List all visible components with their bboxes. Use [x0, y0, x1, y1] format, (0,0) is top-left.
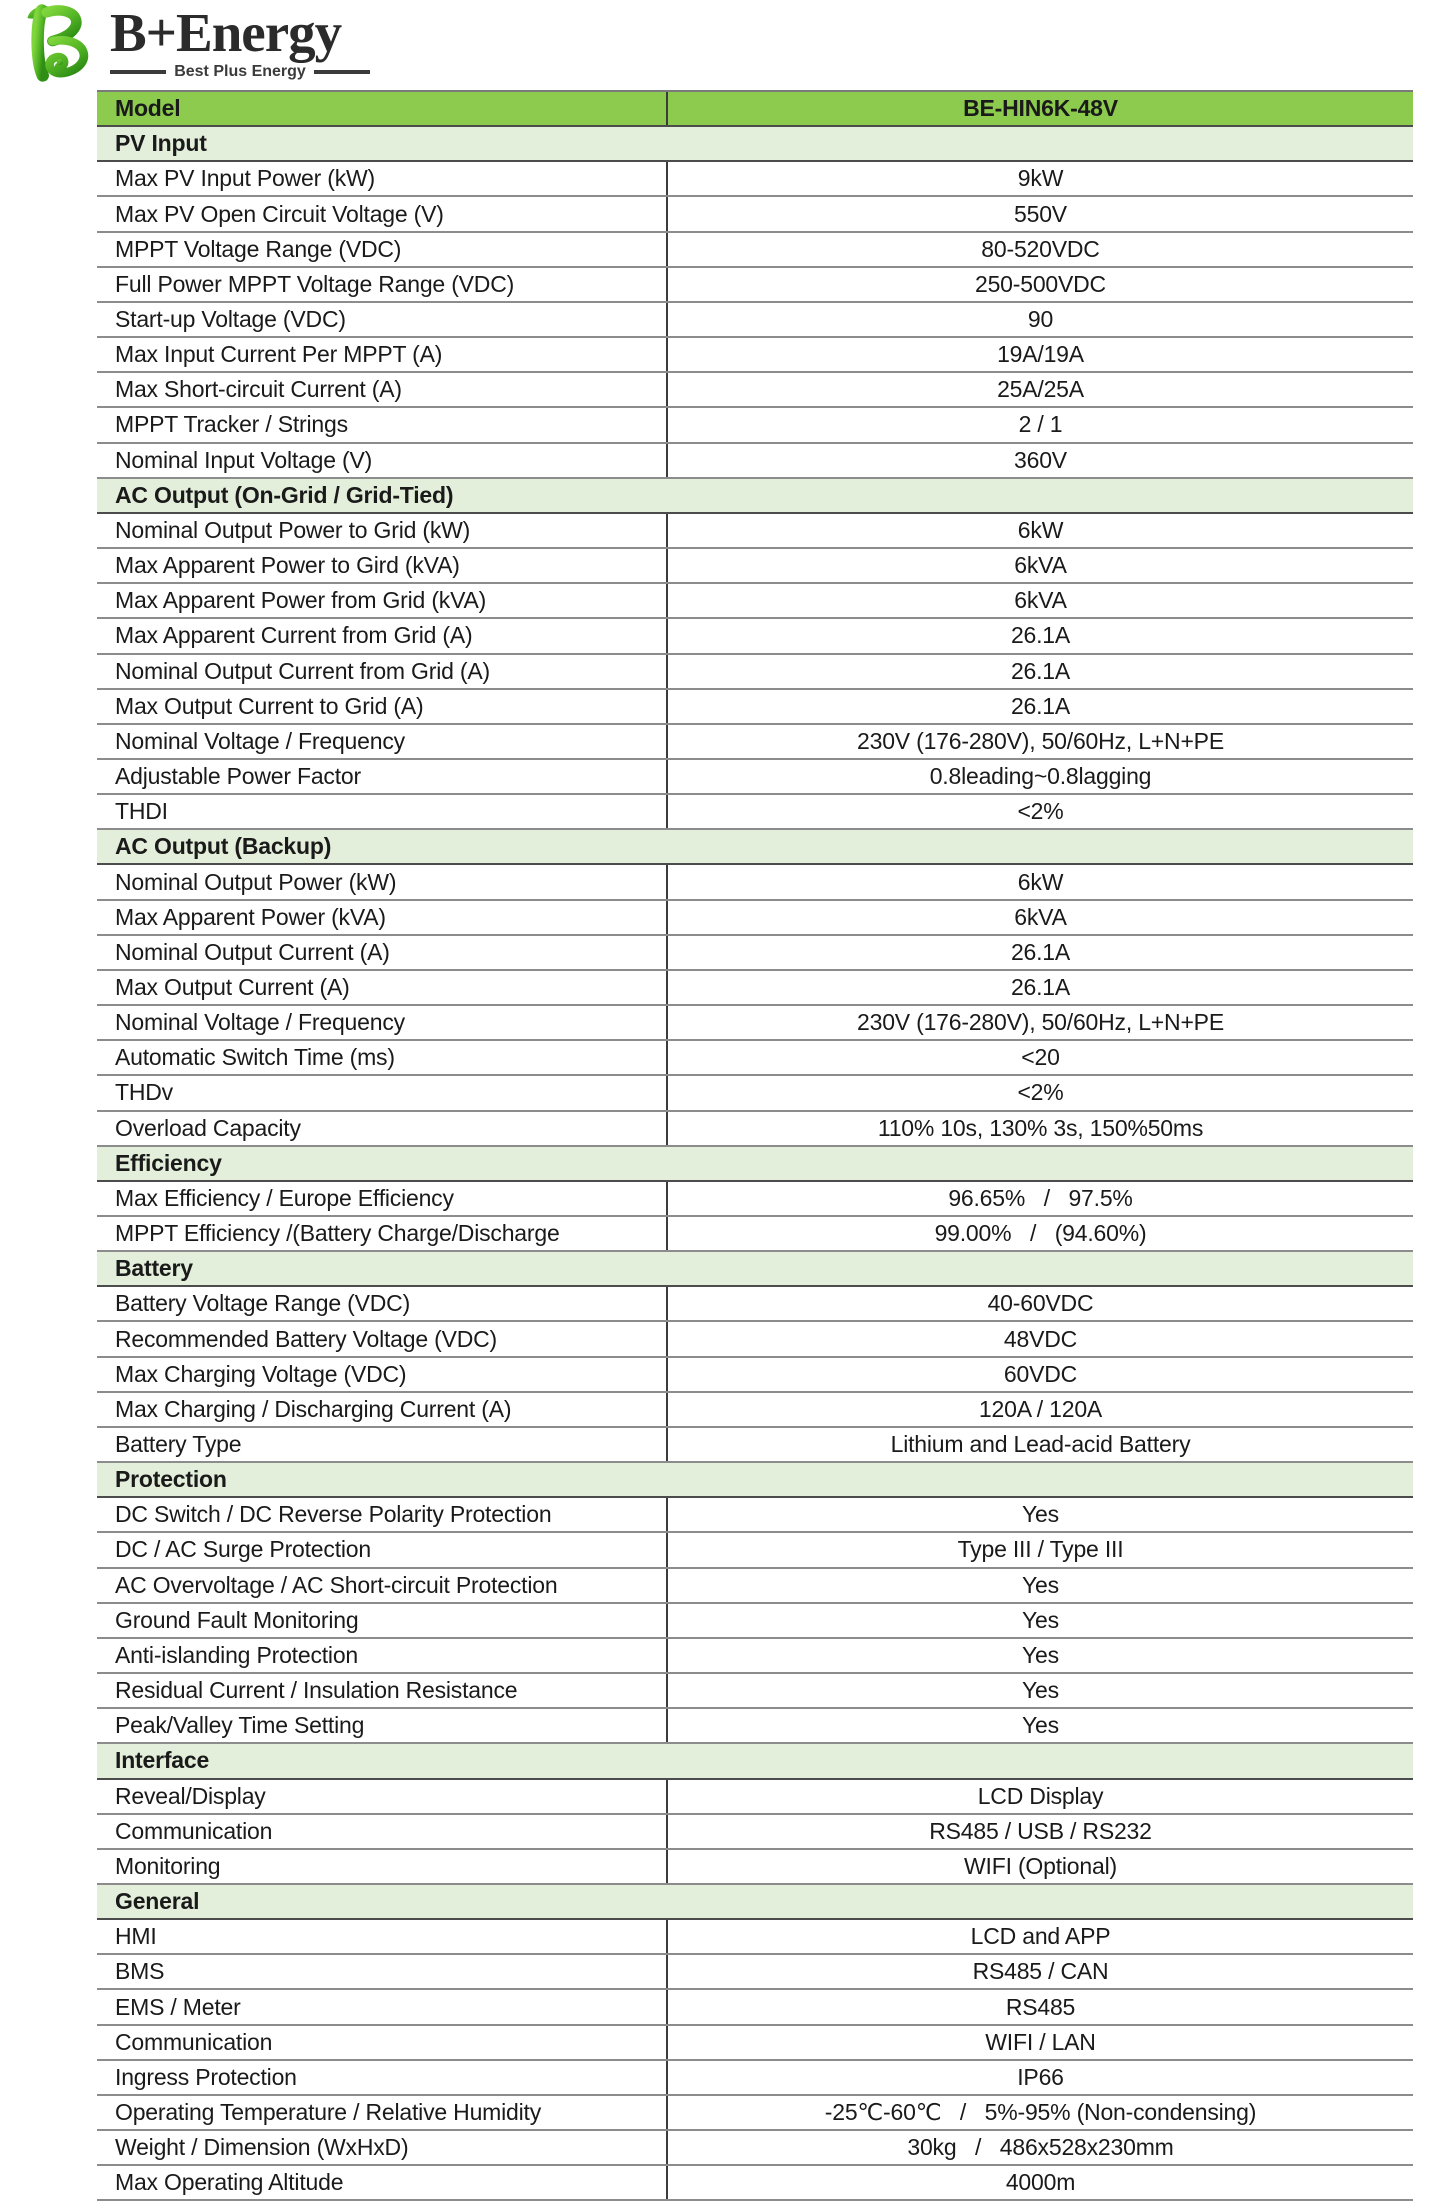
row-value: 6kVA — [666, 549, 1413, 582]
spec-row — [97, 1358, 1413, 1393]
spec-row — [97, 233, 1413, 268]
spec-row — [97, 1498, 1413, 1533]
row-label: Max Charging Voltage (VDC) — [115, 1360, 407, 1387]
spec-row — [97, 1112, 1413, 1147]
row-label: Ingress Protection — [115, 2063, 297, 2090]
row-label: Adjustable Power Factor — [115, 763, 361, 790]
model-value: BE-HIN6K-48V — [666, 92, 1413, 125]
section-header-label: Protection — [115, 1466, 227, 1493]
row-value: 110% 10s, 130% 3s, 150%50ms — [666, 1112, 1413, 1145]
row-value: 6kW — [666, 514, 1413, 547]
row-label: Communication — [115, 2028, 273, 2055]
spec-row — [97, 408, 1413, 443]
row-label: Overload Capacity — [115, 1114, 301, 1141]
spec-row — [97, 1076, 1413, 1111]
row-label: Anti-islanding Protection — [115, 1641, 359, 1668]
row-label: Start-up Voltage (VDC) — [115, 306, 346, 333]
row-label: Nominal Voltage / Frequency — [115, 1009, 405, 1036]
section-header-row — [97, 830, 1413, 865]
row-value: 6kVA — [666, 584, 1413, 617]
row-value: Yes — [666, 1569, 1413, 1602]
spec-row — [97, 584, 1413, 619]
spec-row — [97, 901, 1413, 936]
row-value: 26.1A — [666, 971, 1413, 1004]
row-value: -25℃-60℃ / 5%-95% (Non-condensing) — [666, 2096, 1413, 2129]
row-value: RS485 / CAN — [666, 1955, 1413, 1988]
spec-row — [97, 268, 1413, 303]
row-label: Max PV Input Power (kW) — [115, 165, 375, 192]
model-row — [97, 92, 1413, 127]
row-value: Yes — [666, 1498, 1413, 1531]
row-label: HMI — [115, 1923, 157, 1950]
spec-row — [97, 1393, 1413, 1428]
row-label: Max Operating Altitude — [115, 2169, 344, 2196]
row-label: Nominal Input Voltage (V) — [115, 446, 373, 473]
row-value: 26.1A — [666, 936, 1413, 969]
section-header-label: AC Output (On-Grid / Grid-Tied) — [115, 481, 454, 508]
spec-row — [97, 725, 1413, 760]
row-label: EMS / Meter — [115, 1993, 241, 2020]
row-label: Nominal Output Current from Grid (A) — [115, 657, 490, 684]
row-label: Ground Fault Monitoring — [115, 1606, 359, 1633]
row-value: RS485 — [666, 1990, 1413, 2023]
spec-row — [97, 2061, 1413, 2096]
spec-row — [97, 1217, 1413, 1252]
row-label: MPPT Tracker / Strings — [115, 411, 348, 438]
spec-row — [97, 1815, 1413, 1850]
spec-row — [97, 1709, 1413, 1744]
tagline-rule-right — [314, 70, 370, 74]
tagline-text: Best Plus Energy — [174, 63, 306, 80]
spec-row — [97, 1674, 1413, 1709]
row-label: Battery Voltage Range (VDC) — [115, 1290, 411, 1317]
row-label: DC / AC Surge Protection — [115, 1536, 371, 1563]
spec-row — [97, 690, 1413, 725]
row-label: Automatic Switch Time (ms) — [115, 1044, 395, 1071]
spec-row — [97, 1955, 1413, 1990]
spec-row — [97, 1780, 1413, 1815]
row-label: Max Input Current Per MPPT (A) — [115, 341, 443, 368]
row-label: Communication — [115, 1817, 273, 1844]
spec-table — [97, 90, 1413, 2201]
row-value: 25A/25A — [666, 373, 1413, 406]
row-label: DC Switch / DC Reverse Polarity Protection — [115, 1501, 552, 1528]
spec-row — [97, 2131, 1413, 2166]
spec-row — [97, 1604, 1413, 1639]
section-header-row — [97, 1744, 1413, 1779]
spec-row — [97, 1533, 1413, 1568]
brand-logo-mark-icon — [16, 2, 102, 82]
row-value: <20 — [666, 1041, 1413, 1074]
row-value: Yes — [666, 1639, 1413, 1672]
spec-row — [97, 1569, 1413, 1604]
spec-row — [97, 1287, 1413, 1322]
row-value: RS485 / USB / RS232 — [666, 1815, 1413, 1848]
model-label: Model — [115, 95, 181, 122]
row-value: Yes — [666, 1674, 1413, 1707]
row-label: BMS — [115, 1958, 165, 1985]
row-value: LCD Display — [666, 1780, 1413, 1813]
row-value: 26.1A — [666, 619, 1413, 652]
spec-row — [97, 197, 1413, 232]
row-value: 60VDC — [666, 1358, 1413, 1391]
spec-row — [97, 1639, 1413, 1674]
row-label: Max Apparent Power to Gird (kVA) — [115, 552, 460, 579]
spec-row — [97, 444, 1413, 479]
row-value: WIFI (Optional) — [666, 1850, 1413, 1883]
section-header-label: PV Input — [115, 130, 207, 157]
section-header-row — [97, 1147, 1413, 1182]
row-value: 250-500VDC — [666, 268, 1413, 301]
brand-text-block — [110, 2, 370, 81]
row-value: 6kVA — [666, 901, 1413, 934]
row-value: 360V — [666, 444, 1413, 477]
row-label: Recommended Battery Voltage (VDC) — [115, 1325, 498, 1352]
brand-name: B+Energy — [110, 2, 342, 63]
brand-logo — [16, 2, 370, 82]
spec-row — [97, 2026, 1413, 2061]
spec-row — [97, 514, 1413, 549]
row-value: 26.1A — [666, 690, 1413, 723]
row-value: 40-60VDC — [666, 1287, 1413, 1320]
row-value: LCD and APP — [666, 1920, 1413, 1953]
section-header-row — [97, 127, 1413, 162]
row-label: THDv — [115, 1079, 173, 1106]
section-header-row — [97, 1252, 1413, 1287]
row-value: Type III / Type III — [666, 1533, 1413, 1566]
row-label: AC Overvoltage / AC Short-circuit Protection — [115, 1571, 558, 1598]
row-label: Max Apparent Power from Grid (kVA) — [115, 587, 487, 614]
row-value: 80-520VDC — [666, 233, 1413, 266]
row-label: Monitoring — [115, 1852, 221, 1879]
row-label: Nominal Voltage / Frequency — [115, 727, 405, 754]
row-value: 99.00% / (94.60%) — [666, 1217, 1413, 1250]
spec-row — [97, 760, 1413, 795]
row-label: Reveal/Display — [115, 1782, 266, 1809]
row-value: <2% — [666, 1076, 1413, 1109]
row-value: 96.65% / 97.5% — [666, 1182, 1413, 1215]
row-value: 550V — [666, 197, 1413, 230]
row-label: Max Output Current (A) — [115, 973, 350, 1000]
spec-row — [97, 1322, 1413, 1357]
spec-row — [97, 865, 1413, 900]
row-value: 230V (176-280V), 50/60Hz, L+N+PE — [666, 1006, 1413, 1039]
row-label: Operating Temperature / Relative Humidity — [115, 2098, 542, 2125]
spec-row — [97, 1850, 1413, 1885]
spec-row — [97, 619, 1413, 654]
row-value: 26.1A — [666, 655, 1413, 688]
spec-row — [97, 338, 1413, 373]
row-value: 0.8leading~0.8lagging — [666, 760, 1413, 793]
row-label: Weight / Dimension (WxHxD) — [115, 2134, 409, 2161]
row-label: MPPT Voltage Range (VDC) — [115, 235, 402, 262]
section-header-row — [97, 1885, 1413, 1920]
spec-row — [97, 1990, 1413, 2025]
row-value: 120A / 120A — [666, 1393, 1413, 1426]
row-label: Peak/Valley Time Setting — [115, 1712, 365, 1739]
row-label: Residual Current / Insulation Resistance — [115, 1677, 518, 1704]
row-label: Nominal Output Current (A) — [115, 938, 390, 965]
row-label: Battery Type — [115, 1431, 242, 1458]
row-value: Yes — [666, 1604, 1413, 1637]
row-label: Max Apparent Power (kVA) — [115, 903, 386, 930]
row-label: Nominal Output Power (kW) — [115, 868, 397, 895]
spec-row — [97, 971, 1413, 1006]
spec-row — [97, 1006, 1413, 1041]
section-header-row — [97, 479, 1413, 514]
spec-row — [97, 936, 1413, 971]
spec-row — [97, 2096, 1413, 2131]
tagline-rule-left — [110, 70, 166, 74]
row-value: 48VDC — [666, 1322, 1413, 1355]
section-header-label: General — [115, 1888, 200, 1915]
spec-row — [97, 162, 1413, 197]
section-header-label: Interface — [115, 1747, 210, 1774]
row-label: Nominal Output Power to Grid (kW) — [115, 516, 471, 543]
spec-row — [97, 373, 1413, 408]
row-value: IP66 — [666, 2061, 1413, 2094]
row-value: Lithium and Lead-acid Battery — [666, 1428, 1413, 1461]
row-label: Max Output Current to Grid (A) — [115, 692, 424, 719]
spec-row — [97, 549, 1413, 584]
row-value: WIFI / LAN — [666, 2026, 1413, 2059]
section-header-row — [97, 1463, 1413, 1498]
row-value: 4000m — [666, 2166, 1413, 2199]
row-label: Max Short-circuit Current (A) — [115, 376, 402, 403]
spec-row — [97, 655, 1413, 690]
spec-row — [97, 1920, 1413, 1955]
row-label: Max PV Open Circuit Voltage (V) — [115, 200, 444, 227]
row-label: Full Power MPPT Voltage Range (VDC) — [115, 270, 515, 297]
spec-row — [97, 795, 1413, 830]
row-label: THDI — [115, 798, 168, 825]
section-header-label: Battery — [115, 1255, 193, 1282]
row-value: 6kW — [666, 865, 1413, 898]
row-value: 230V (176-280V), 50/60Hz, L+N+PE — [666, 725, 1413, 758]
spec-row — [97, 1428, 1413, 1463]
spec-row — [97, 1041, 1413, 1076]
row-value: <2% — [666, 795, 1413, 828]
row-label: Max Charging / Discharging Current (A) — [115, 1395, 512, 1422]
section-header-label: AC Output (Backup) — [115, 833, 332, 860]
row-value: Yes — [666, 1709, 1413, 1742]
row-label: Max Efficiency / Europe Efficiency — [115, 1184, 454, 1211]
spec-row — [97, 1182, 1413, 1217]
row-value: 2 / 1 — [666, 408, 1413, 441]
spec-row — [97, 2166, 1413, 2201]
spec-row — [97, 303, 1413, 338]
row-value: 9kW — [666, 162, 1413, 195]
row-value: 19A/19A — [666, 338, 1413, 371]
section-header-label: Efficiency — [115, 1149, 222, 1176]
brand-tagline — [110, 63, 370, 81]
row-value: 30kg / 486x528x230mm — [666, 2131, 1413, 2164]
row-label: MPPT Efficiency /(Battery Charge/Discharge — [115, 1220, 560, 1247]
row-value: 90 — [666, 303, 1413, 336]
row-label: Max Apparent Current from Grid (A) — [115, 622, 473, 649]
